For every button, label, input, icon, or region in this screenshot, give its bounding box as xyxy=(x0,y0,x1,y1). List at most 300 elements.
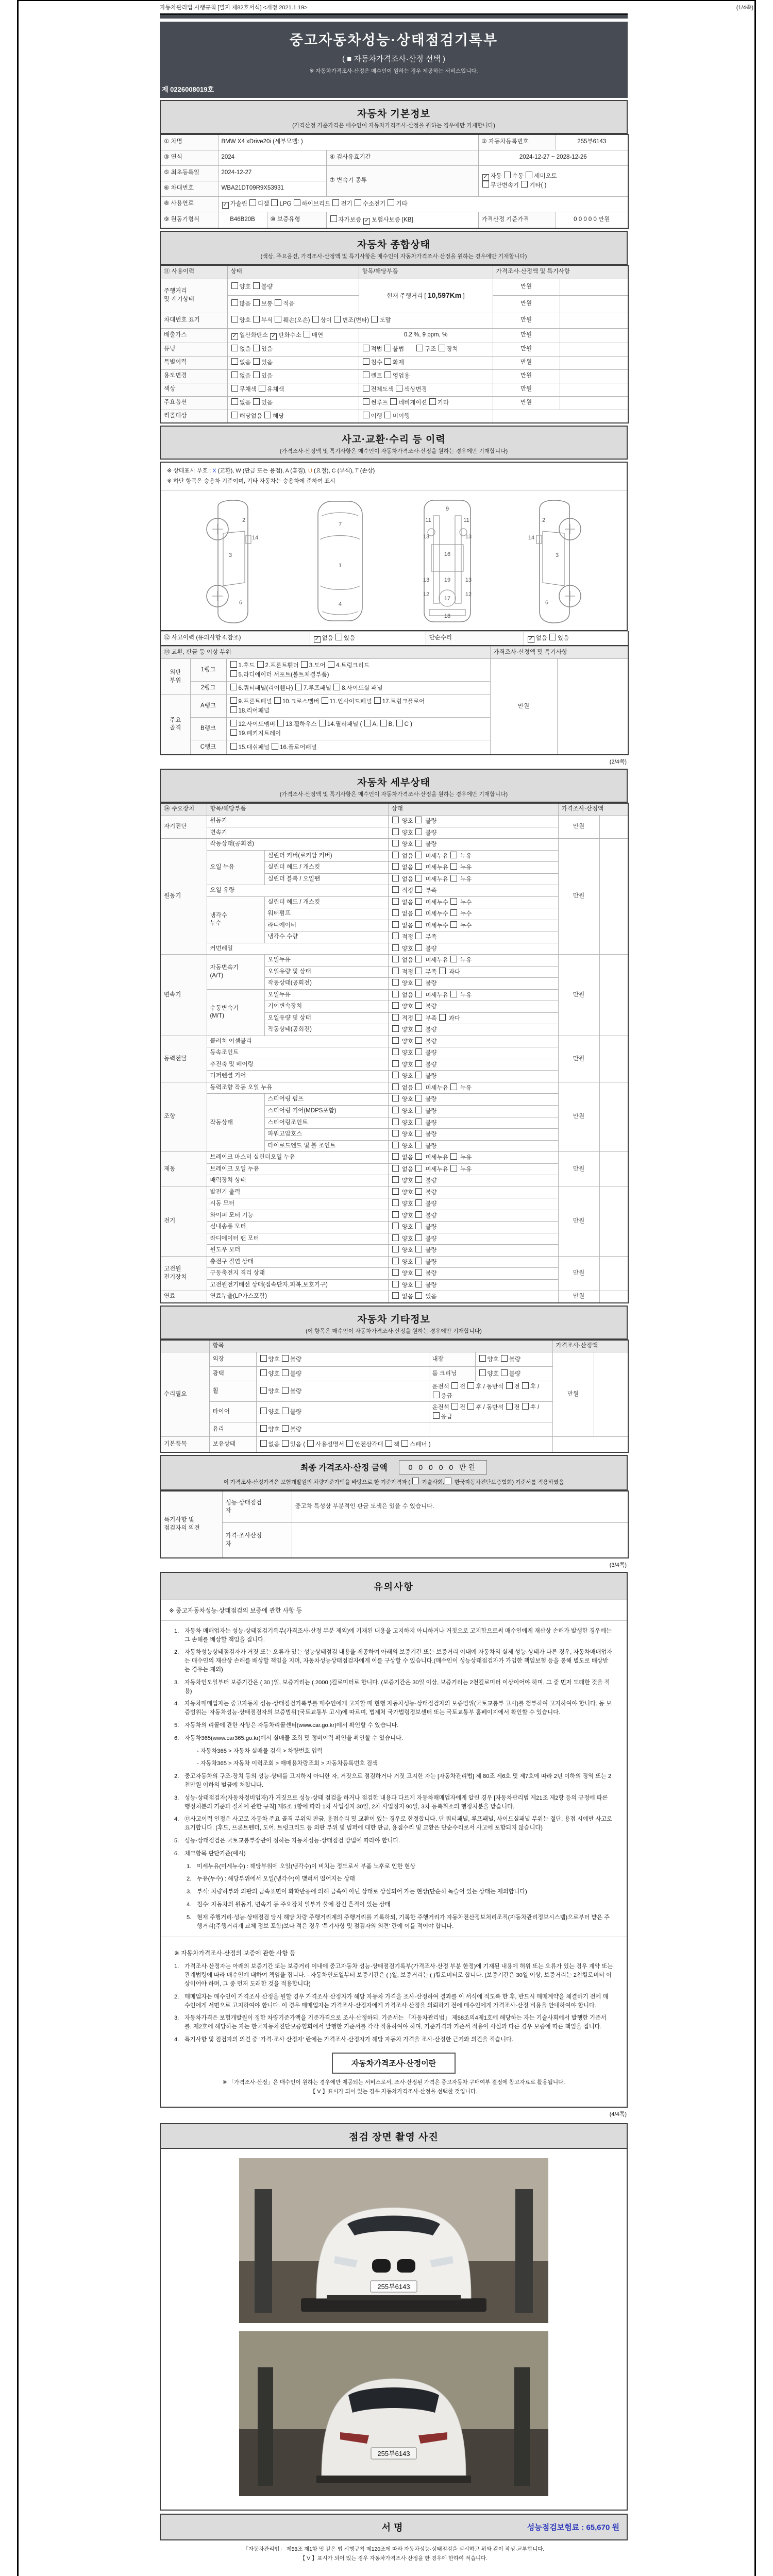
checkbox[interactable] xyxy=(415,991,422,997)
checkbox[interactable] xyxy=(401,1440,408,1447)
checkbox[interactable] xyxy=(415,886,422,893)
cell: 만원 xyxy=(558,1036,599,1082)
checkbox[interactable] xyxy=(415,840,422,846)
checkbox[interactable] xyxy=(355,199,361,206)
checkbox[interactable] xyxy=(392,1072,399,1078)
checkbox[interactable] xyxy=(392,1211,399,1218)
checkbox[interactable] xyxy=(479,1355,486,1362)
cell: 1랭크 xyxy=(190,659,226,682)
checkbox[interactable] xyxy=(392,1037,399,1044)
checkbox[interactable] xyxy=(450,991,457,997)
notice-head-1: ※ 중고자동차성능·상태점검의 보증에 관한 사항 등 xyxy=(161,1600,627,1621)
checkbox[interactable] xyxy=(392,1060,399,1067)
checkbox[interactable] xyxy=(230,661,237,668)
final-price-value: 0 0 0 0 0 만원 xyxy=(399,1460,487,1475)
checkbox[interactable] xyxy=(392,1258,399,1264)
checkbox[interactable] xyxy=(415,1153,422,1160)
checkbox[interactable] xyxy=(450,909,457,916)
cell xyxy=(552,1437,628,1452)
checkbox[interactable] xyxy=(429,398,436,405)
cell: 조향 xyxy=(160,1082,207,1151)
checkbox[interactable] xyxy=(450,1165,457,1172)
cell: 양호 불량 xyxy=(388,1198,558,1210)
cell: 만원 xyxy=(558,1152,599,1187)
checkbox[interactable] xyxy=(392,956,399,962)
notice-item: 2. 자동차성능상태점검자가 거짓 또는 오류가 있는 성능상태점검 내용을 제공하여 아래의 보증기간 또는 보증거리 이내에 자동차의 실제 성능·상태가 다른 경우, 자동차매매업자는 매수인의 재산상 손해를 배상할 책임을 지며, 자동차성능상태점검자에게 이를 구상할 수 있습니다.(매수인이 성능상태점검자가 가입한 책임보험 등을 통해 별도로 배상받는 경우는 제외) xyxy=(174,1649,613,1673)
accident-history: ✓ 없음 있음 xyxy=(310,631,426,646)
cell: 고전원 전기장치 xyxy=(160,1256,207,1291)
checkbox[interactable] xyxy=(253,316,260,323)
checkbox[interactable] xyxy=(384,412,391,418)
checkbox[interactable] xyxy=(334,316,341,323)
checkbox-checked[interactable]: ✓ xyxy=(528,636,534,643)
cell: 상태 xyxy=(388,803,558,816)
checkbox[interactable] xyxy=(415,968,422,974)
checkbox[interactable] xyxy=(450,852,457,858)
checkbox[interactable] xyxy=(363,358,369,365)
cell: 없음 미세누유 누유 xyxy=(388,955,558,967)
checkbox[interactable] xyxy=(253,358,260,365)
checkbox[interactable] xyxy=(392,1292,399,1299)
checkbox[interactable] xyxy=(231,371,238,378)
checkbox[interactable] xyxy=(380,720,387,726)
checkbox[interactable] xyxy=(415,956,422,962)
checkbox[interactable] xyxy=(272,743,278,750)
cell: 기어변속장치 xyxy=(264,1001,388,1013)
checkbox[interactable] xyxy=(392,898,399,905)
checkbox[interactable] xyxy=(415,1130,422,1137)
checkbox[interactable] xyxy=(433,1412,440,1419)
checkbox[interactable] xyxy=(415,1258,422,1264)
checkbox[interactable] xyxy=(392,1025,399,1032)
checkbox[interactable] xyxy=(415,1072,422,1078)
notice-item: 5. 현재 주행거리·성능·상태점검 당시 해당 차량 주행거리계의 주행거리를 기록하되, 기록한 주행거리가 자동차전산정보처리조직(자동차관리정보시스템)으로부터 받은 주행거리(주행거리계 교체 정보 포함)보다 적은 경우 '특기사항 및 점검자의 의견' 란에 이를 적어야 합니다. xyxy=(187,1914,610,1929)
checkbox[interactable] xyxy=(253,398,260,405)
checkbox[interactable] xyxy=(433,1392,440,1398)
checkbox[interactable] xyxy=(231,398,238,405)
first-registration-date: 2024-12-27 xyxy=(218,165,326,181)
checkbox[interactable] xyxy=(390,398,397,405)
checkbox[interactable] xyxy=(392,1246,399,1252)
checkbox[interactable] xyxy=(392,1153,399,1160)
checkbox[interactable] xyxy=(415,1188,422,1195)
checkbox[interactable] xyxy=(392,1142,399,1148)
checkbox[interactable] xyxy=(230,706,237,713)
checkbox[interactable] xyxy=(415,898,422,905)
checkbox[interactable] xyxy=(392,921,399,928)
svg-text:16: 16 xyxy=(444,551,451,557)
cell: 가격조사·산정액 및 특기사항 xyxy=(490,647,628,659)
checkbox[interactable] xyxy=(451,1403,458,1410)
checkbox[interactable] xyxy=(253,299,260,306)
checkbox[interactable] xyxy=(415,1037,422,1044)
checkbox[interactable] xyxy=(522,1382,529,1389)
checkbox[interactable] xyxy=(482,181,489,188)
checkbox[interactable] xyxy=(231,385,238,392)
table-row xyxy=(160,196,628,212)
checkbox[interactable] xyxy=(450,875,457,882)
checkbox[interactable] xyxy=(260,1440,267,1447)
checkbox[interactable] xyxy=(282,1425,289,1432)
checkbox[interactable] xyxy=(392,1083,399,1090)
checkbox[interactable] xyxy=(231,345,238,351)
checkbox[interactable] xyxy=(282,1387,289,1394)
checkbox[interactable] xyxy=(392,1176,399,1183)
checkbox[interactable] xyxy=(415,1083,422,1090)
checkbox[interactable] xyxy=(388,199,394,206)
checkbox[interactable] xyxy=(392,817,399,823)
checkbox[interactable] xyxy=(415,1118,422,1125)
checkbox[interactable] xyxy=(384,358,391,365)
section-basic-band xyxy=(160,100,628,134)
checkbox[interactable] xyxy=(415,1211,422,1218)
checkbox[interactable] xyxy=(415,1281,422,1287)
checkbox[interactable] xyxy=(346,1440,353,1447)
cell: 양호 불량 xyxy=(256,1422,429,1437)
checkbox[interactable] xyxy=(415,1269,422,1276)
table-row xyxy=(160,1094,628,1106)
checkbox[interactable] xyxy=(392,1014,399,1021)
checkbox[interactable] xyxy=(231,282,238,289)
table-row xyxy=(160,1279,628,1291)
checkbox[interactable] xyxy=(392,875,399,882)
cell: 수동변속기 (M/T) xyxy=(207,989,264,1036)
checkbox[interactable] xyxy=(450,863,457,870)
checkbox[interactable] xyxy=(282,1369,289,1376)
checkbox[interactable] xyxy=(450,898,457,905)
checkbox[interactable] xyxy=(274,697,281,704)
notice-item: 2. 중고자동차의 구조·장치 등의 성능·상태를 고지하지 아니한 자, 거짓으로 점검하거나 거짓 고지한 자는 [자동차관리법] 제 80조 제6호 및 제7호에 따라 2년 이하의 징역 또는 2천만원 이하의 벌금에 처합니다. xyxy=(174,1773,612,1788)
checkbox[interactable] xyxy=(415,875,422,882)
checkbox[interactable] xyxy=(415,1292,422,1299)
checkbox[interactable] xyxy=(363,385,369,392)
cell: 6.쿼터패널(리어휀다) 7.루프패널 8.사이드실 패널 xyxy=(226,682,490,695)
notice-item: 3. 자동차가격은 보험개발원이 정한 차량기준가액을 기준가격으로 조사·산정하되, 기준서는 「자동차관리법」 제58조의4제1호에 해당하는 자는 기술사회에서 발행한 기준서를, 제2호에 해당하는 자는 한국자동차진단보증협회에서 발행한 기준서를 각각 적용하여야 하며, 기준가격과 기준서 적용이 사실과 다른 경우 보증에 따른 책임을 집니다. xyxy=(174,2015,607,2030)
checkbox[interactable] xyxy=(277,720,284,726)
checkbox-checked[interactable]: ✓ xyxy=(482,174,489,181)
cell: 전기 xyxy=(160,1187,207,1256)
checkbox[interactable] xyxy=(392,1118,399,1125)
cell: 만원 xyxy=(493,356,560,369)
checkbox[interactable] xyxy=(392,840,399,846)
checkbox[interactable] xyxy=(275,316,281,323)
checkbox[interactable] xyxy=(319,720,326,726)
table-row xyxy=(160,1059,628,1071)
table-row xyxy=(160,896,628,908)
checkbox[interactable] xyxy=(231,316,238,323)
checkbox[interactable] xyxy=(312,316,319,323)
checkbox[interactable] xyxy=(392,1223,399,1229)
cell: B랭크 xyxy=(190,718,226,740)
checkbox[interactable] xyxy=(439,968,446,974)
checkbox-checked[interactable]: ✓ xyxy=(222,202,229,209)
checkbox[interactable] xyxy=(415,1223,422,1229)
cell xyxy=(560,383,628,396)
table-row xyxy=(160,1175,628,1187)
section-basic-title: 자동차 기본정보 xyxy=(357,109,430,120)
checkbox[interactable] xyxy=(294,199,300,206)
inspector-opinion: 중고차 특성상 부분적인 판금 도색은 있을 수 있습니다. xyxy=(292,1491,628,1523)
cell: 튜닝 xyxy=(160,343,227,356)
checkbox[interactable] xyxy=(439,345,445,351)
checkbox[interactable] xyxy=(415,1002,422,1009)
section-overall-band xyxy=(160,231,628,265)
checkbox[interactable] xyxy=(415,863,422,870)
svg-text:13: 13 xyxy=(423,577,430,583)
checkbox[interactable] xyxy=(392,1107,399,1113)
notice-item: 3. 자동차인도일부터 보증기간은 ( 30 )일, 보증거리는 ( 2000 )킬로미터로 합니다. (보증기간은 30일 이상, 보증거리는 2천킬로미터 이상이어야 하며, 그 중 먼저 도래한 것을 적용) xyxy=(174,1679,610,1694)
cell: 리콜대상 xyxy=(160,410,227,423)
checkbox[interactable] xyxy=(415,1095,422,1101)
checkbox[interactable] xyxy=(392,1281,399,1287)
checkbox[interactable] xyxy=(415,1025,422,1032)
checkbox[interactable] xyxy=(275,299,281,306)
cell: 구동축전지 격리 상태 xyxy=(207,1268,388,1280)
checkbox[interactable] xyxy=(392,1130,399,1137)
cell xyxy=(557,659,628,755)
checkbox[interactable] xyxy=(364,720,371,726)
cell: 가격조사·산정액 xyxy=(552,1340,628,1352)
checkbox[interactable] xyxy=(253,345,260,351)
cell: 만원 xyxy=(558,1256,599,1291)
cell xyxy=(160,1340,209,1352)
checkbox[interactable] xyxy=(392,1269,399,1276)
checkbox[interactable] xyxy=(335,634,342,640)
table-row xyxy=(160,1187,628,1198)
checkbox[interactable] xyxy=(521,181,528,188)
checkbox[interactable] xyxy=(506,1403,513,1410)
other-info-table xyxy=(160,1340,629,1453)
cell: 가격조사·산정액 xyxy=(558,803,628,816)
checkbox[interactable] xyxy=(230,670,237,677)
checkbox[interactable] xyxy=(451,1382,458,1389)
checkbox[interactable] xyxy=(384,345,391,351)
checkbox-checked[interactable]: ✓ xyxy=(363,218,370,225)
checkbox[interactable] xyxy=(450,1153,457,1160)
inspection-photo-front xyxy=(239,2158,548,2323)
checkbox[interactable] xyxy=(282,1355,289,1362)
checkbox[interactable] xyxy=(363,412,369,418)
checkbox[interactable] xyxy=(392,1165,399,1172)
checkbox[interactable] xyxy=(392,933,399,939)
checkbox[interactable] xyxy=(392,1188,399,1195)
cell xyxy=(599,955,628,1036)
cell: 광택 xyxy=(209,1367,256,1381)
checkbox[interactable] xyxy=(328,661,334,668)
checkbox[interactable] xyxy=(304,331,310,337)
checkbox[interactable] xyxy=(415,979,422,986)
checkbox[interactable] xyxy=(392,828,399,835)
checkbox[interactable] xyxy=(415,828,422,835)
checkbox[interactable] xyxy=(307,1440,314,1447)
checkbox[interactable] xyxy=(415,1234,422,1241)
checkbox[interactable] xyxy=(392,852,399,858)
checkbox[interactable] xyxy=(501,1369,508,1376)
checkbox[interactable] xyxy=(253,282,260,289)
cell: 브레이크 오일 누유 xyxy=(207,1163,388,1175)
cell: 변속기 xyxy=(160,955,207,1036)
checkbox[interactable] xyxy=(282,1408,289,1414)
checkbox[interactable] xyxy=(230,729,237,736)
checkbox[interactable] xyxy=(392,1048,399,1055)
cell: ⑦ 변속기 종류 xyxy=(326,165,478,196)
checkbox[interactable] xyxy=(506,1382,513,1389)
checkbox[interactable] xyxy=(384,371,391,378)
checkbox[interactable] xyxy=(396,385,402,392)
checkbox[interactable] xyxy=(230,743,237,750)
checkbox[interactable] xyxy=(282,1440,289,1447)
checkbox[interactable] xyxy=(259,385,265,392)
checkbox[interactable] xyxy=(301,661,308,668)
checkbox[interactable] xyxy=(264,412,271,418)
checkbox[interactable] xyxy=(392,1095,399,1101)
cell xyxy=(560,313,628,328)
cell: 운전석 전 후 / 동반석 전 후 / 응급 xyxy=(429,1381,552,1402)
checkbox[interactable] xyxy=(231,299,238,306)
table-row xyxy=(160,1047,628,1059)
cell: 룸 크리닝 xyxy=(429,1367,475,1381)
insurance-fee: 성능점검보험료 : 65,670 원 xyxy=(527,2523,619,2532)
checkbox[interactable] xyxy=(416,345,423,351)
cell: 12.사이드멤버 13.휠하우스 14.필러패널 ( A, B, C ) 19.패키지트레이 xyxy=(226,718,490,740)
checkbox[interactable] xyxy=(330,215,337,222)
checkbox[interactable] xyxy=(333,684,340,690)
checkbox[interactable] xyxy=(392,1199,399,1206)
checkbox[interactable] xyxy=(415,852,422,858)
checkbox[interactable] xyxy=(415,921,422,928)
checkbox[interactable] xyxy=(415,1176,422,1183)
cell: 만원 xyxy=(493,396,560,410)
form-note: ※ 자동차가격조사·산정은 매수인이 원하는 경우 제공하는 서비스입니다. xyxy=(309,68,478,74)
checkbox[interactable] xyxy=(260,1408,267,1414)
checkbox[interactable] xyxy=(504,172,511,178)
checkbox[interactable] xyxy=(295,684,302,690)
checkbox[interactable] xyxy=(392,991,399,997)
checkbox[interactable] xyxy=(363,371,369,378)
checkbox[interactable] xyxy=(415,1246,422,1252)
checkbox[interactable] xyxy=(260,1425,267,1432)
page-marker-2: (2/4쪽) xyxy=(609,758,627,765)
checkbox[interactable] xyxy=(526,172,532,178)
checkbox[interactable] xyxy=(439,1014,446,1021)
checkbox[interactable] xyxy=(415,1060,422,1067)
checkbox[interactable] xyxy=(415,1199,422,1206)
notice-list-2 xyxy=(174,1772,613,1930)
table-row xyxy=(160,1071,628,1082)
cell: 스티어링 기어(MDPS포함) xyxy=(264,1105,388,1117)
cell: 라디에이터 팬 모터 xyxy=(207,1233,388,1245)
checkbox[interactable] xyxy=(374,697,381,704)
table-row xyxy=(160,134,628,150)
cell: 실린더 커버(로커암 커버) xyxy=(264,850,388,862)
checkbox[interactable] xyxy=(260,1355,267,1362)
checkbox[interactable] xyxy=(371,316,378,323)
checkbox-checked[interactable]: ✓ xyxy=(314,636,321,643)
cell: 가격조사·산정액 및 특기사항 xyxy=(493,265,628,279)
notice-item: 1. 미세누유(미세누수) : 해당부위에 오일(냉각수)이 비치는 정도로서 부품 노후로 인한 현상 xyxy=(187,1863,416,1870)
cell: 만원 xyxy=(558,816,599,839)
checkbox[interactable] xyxy=(392,944,399,951)
section-basic-subtitle: (가격산정 기준가격은 매수인이 자동차가격조사·산정을 원하는 경우에만 기재합니다) xyxy=(292,123,495,129)
checkbox[interactable] xyxy=(396,720,403,726)
checkbox[interactable] xyxy=(363,398,369,405)
checkbox[interactable] xyxy=(450,956,457,962)
checkbox[interactable] xyxy=(549,634,556,640)
checkbox[interactable] xyxy=(479,1369,486,1376)
checkbox[interactable] xyxy=(385,1440,392,1447)
cell: 배력장치 상태 xyxy=(207,1175,388,1187)
checkbox[interactable] xyxy=(231,358,238,365)
checkbox[interactable] xyxy=(467,1403,474,1410)
checkbox[interactable] xyxy=(271,199,278,206)
notice-head-2: ※ 자동차가격조사·산정의 보증에 관한 사항 등 xyxy=(174,1950,296,1957)
checkbox[interactable] xyxy=(392,863,399,870)
signature-title: 서명 xyxy=(381,2522,406,2533)
table-row xyxy=(160,1437,628,1452)
checkbox[interactable] xyxy=(412,1478,419,1484)
checkbox[interactable] xyxy=(230,697,237,704)
checkbox[interactable] xyxy=(415,944,422,951)
checkbox-checked[interactable]: ✓ xyxy=(270,333,277,340)
checkbox[interactable] xyxy=(230,684,237,690)
checkbox[interactable] xyxy=(257,661,264,668)
checkbox-checked[interactable]: ✓ xyxy=(231,333,238,340)
cell: 양호 불량 xyxy=(388,943,558,955)
checkbox[interactable] xyxy=(392,909,399,916)
checkbox[interactable] xyxy=(415,1107,422,1113)
checkbox[interactable] xyxy=(392,1002,399,1009)
checkbox[interactable] xyxy=(363,345,369,351)
checkbox[interactable] xyxy=(415,817,422,823)
cell: 양호 불량 xyxy=(388,1001,558,1013)
checkbox[interactable] xyxy=(392,886,399,893)
overall-condition-table xyxy=(160,265,629,423)
checkbox[interactable] xyxy=(467,1382,474,1389)
checkbox[interactable] xyxy=(392,1234,399,1241)
checkbox[interactable] xyxy=(415,1048,422,1055)
checkbox[interactable] xyxy=(415,1014,422,1021)
checkbox[interactable] xyxy=(260,1369,267,1376)
checkbox[interactable] xyxy=(450,921,457,928)
detail-condition-table xyxy=(160,803,629,1303)
checkbox[interactable] xyxy=(260,1387,267,1394)
cell: 가격·조사산정 자 xyxy=(222,1523,292,1558)
checkbox[interactable] xyxy=(249,199,256,206)
checkbox[interactable] xyxy=(322,697,328,704)
checkbox[interactable] xyxy=(231,412,238,418)
cell: 냉각수 누수 xyxy=(207,896,264,943)
cell: 만원 xyxy=(558,1187,599,1256)
checkbox[interactable] xyxy=(332,199,339,206)
checkbox[interactable] xyxy=(501,1355,508,1362)
checkbox[interactable] xyxy=(522,1403,529,1410)
table-row xyxy=(160,265,628,279)
cell: 배출가스 xyxy=(160,328,227,343)
cell: 만원 xyxy=(493,343,560,356)
checkbox[interactable] xyxy=(230,720,237,726)
checkbox[interactable] xyxy=(445,1478,451,1484)
checkbox[interactable] xyxy=(450,1083,457,1090)
checkbox[interactable] xyxy=(392,979,399,986)
checkbox[interactable] xyxy=(415,933,422,939)
checkbox[interactable] xyxy=(415,909,422,916)
checkbox[interactable] xyxy=(392,968,399,974)
checkbox[interactable] xyxy=(253,371,260,378)
table-row xyxy=(160,410,628,423)
checkbox[interactable] xyxy=(415,1142,422,1148)
cell: 오일누유 xyxy=(264,955,388,967)
checkbox[interactable] xyxy=(415,1165,422,1172)
